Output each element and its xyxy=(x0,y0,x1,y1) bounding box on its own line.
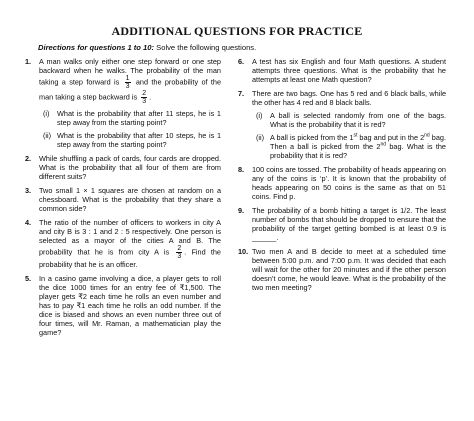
question-text: Two men A and B decide to meet at a scheduled time between 5:00 p.m. and 7:00 p.m. It was decided that each will wait for the other for 20 minutes and if the other person doesn’t come, he would leave. What is the probability of the two men meeting? xyxy=(252,247,446,292)
fraction-one-third: $\frac{1}{3}$ xyxy=(125,75,130,90)
question-number: 9. xyxy=(238,206,245,215)
directions xyxy=(38,43,256,52)
question-10 xyxy=(238,247,446,292)
sub-question-ii: (ii) What is the probability that after 10 steps, he is 1 step away from the starting point? xyxy=(43,131,221,149)
question-8 xyxy=(238,165,446,201)
sub-question-ii: (ii) A ball is picked from the 1st bag and put in the 2nd bag. Then a ball is picked from the 2nd bag. What is the probability that it is red? xyxy=(256,132,446,160)
question-text: A test has six English and four Math questions. A student attempts three questions. What is the probability that he attempts at least one Math question? xyxy=(252,57,446,84)
question-7 xyxy=(238,89,446,160)
fraction-two-thirds: $\frac{2}{3}$ xyxy=(142,90,147,105)
question-text: The ratio of the number of officers to workers in city A and city B is 3 : 1 and 2 : 5 respectively. One person is selected as a mayor of the cities A and B. The probability that he is from city A is xyxy=(39,218,221,257)
question-text: A man walks only either one step forward or one step backward when he walks. The probability of the man taking a step forward is xyxy=(39,57,221,87)
left-column xyxy=(25,57,221,342)
question-number: 5. xyxy=(25,274,32,283)
question-6 xyxy=(238,57,446,84)
question-2 xyxy=(25,154,221,181)
question-1: 1. A man walks only either one step forward or one step backward when he walks. The probability of the man taking a step forward is $\frac{1}{3}$ and the probability of the man taking a step backward is $\frac{2}{3}$ . (i) What is the probability that after 11 steps, he is 1 step away from the starting point? (ii) What is the probability that after 10 steps, he is 1 step away from the starting point? xyxy=(25,57,222,149)
question-text: While shuffling a pack of cards, four cards are dropped. What is the probability that all four of them are from different suits? xyxy=(39,154,221,181)
question-number: 6. xyxy=(238,57,245,66)
question-number: 8. xyxy=(238,165,245,174)
question-text: In a casino game involving a dice, a player gets to roll the dice 1000 times for an entry fee of ₹1,500. The player gets ₹2 each time he rolls an even number and has to pay ₹1 each time he rolls an odd number. If the dice is biased and shows an even number three out of four times, will Mr. Raman, a mathematician play the game? xyxy=(39,274,221,337)
question-number: 1. xyxy=(25,57,32,66)
question-text: Two small 1 × 1 squares are chosen at random on a chessboard. What is the probability that they share a common side? xyxy=(39,186,221,213)
sub-question-i: (i) A ball is selected randomly from one of the bags. What is the probability that it is red? xyxy=(256,111,446,129)
question-number: 7. xyxy=(238,89,245,98)
question-4 xyxy=(25,218,221,269)
question-number: 3. xyxy=(25,186,32,195)
question-text: and the probability of the man taking a step backward is xyxy=(39,77,222,102)
question-text: 100 coins are tossed. The probability of heads appearing on any of the coins is ‘p’. It is known that the probability of heads appearing on 50 coins is the same as that on 51 coins. Find p. xyxy=(252,165,446,201)
question-text: The probability of a bomb hitting a target is 1/2. The least number of bombs that should be dropped to ensure that the probability of the target getting bombed is at least 0.9 is ______. xyxy=(252,206,446,242)
question-number: 4. xyxy=(25,218,32,227)
question-text: There are two bags. One has 5 red and 6 black balls, while the other has 4 red and 8 black balls. xyxy=(252,89,446,107)
question-5 xyxy=(25,274,221,337)
directions-label: Directions for questions 1 to 10: xyxy=(38,43,155,52)
directions-text: Solve the following questions. xyxy=(154,43,257,52)
fraction-two-thirds: $\frac{2}{3}$ xyxy=(177,245,182,260)
question-3 xyxy=(25,186,221,213)
question-number: 10. xyxy=(238,247,249,256)
question-text: . Find the probability that he is an officer. xyxy=(39,247,221,269)
question-9 xyxy=(238,206,446,242)
right-column xyxy=(238,57,446,297)
sub-question-i: (i) What is the probability that after 11 steps, he is 1 step away from the starting point? xyxy=(43,109,221,127)
question-number: 2. xyxy=(25,154,32,163)
page-title: ADDITIONAL QUESTIONS FOR PRACTICE xyxy=(111,24,363,38)
